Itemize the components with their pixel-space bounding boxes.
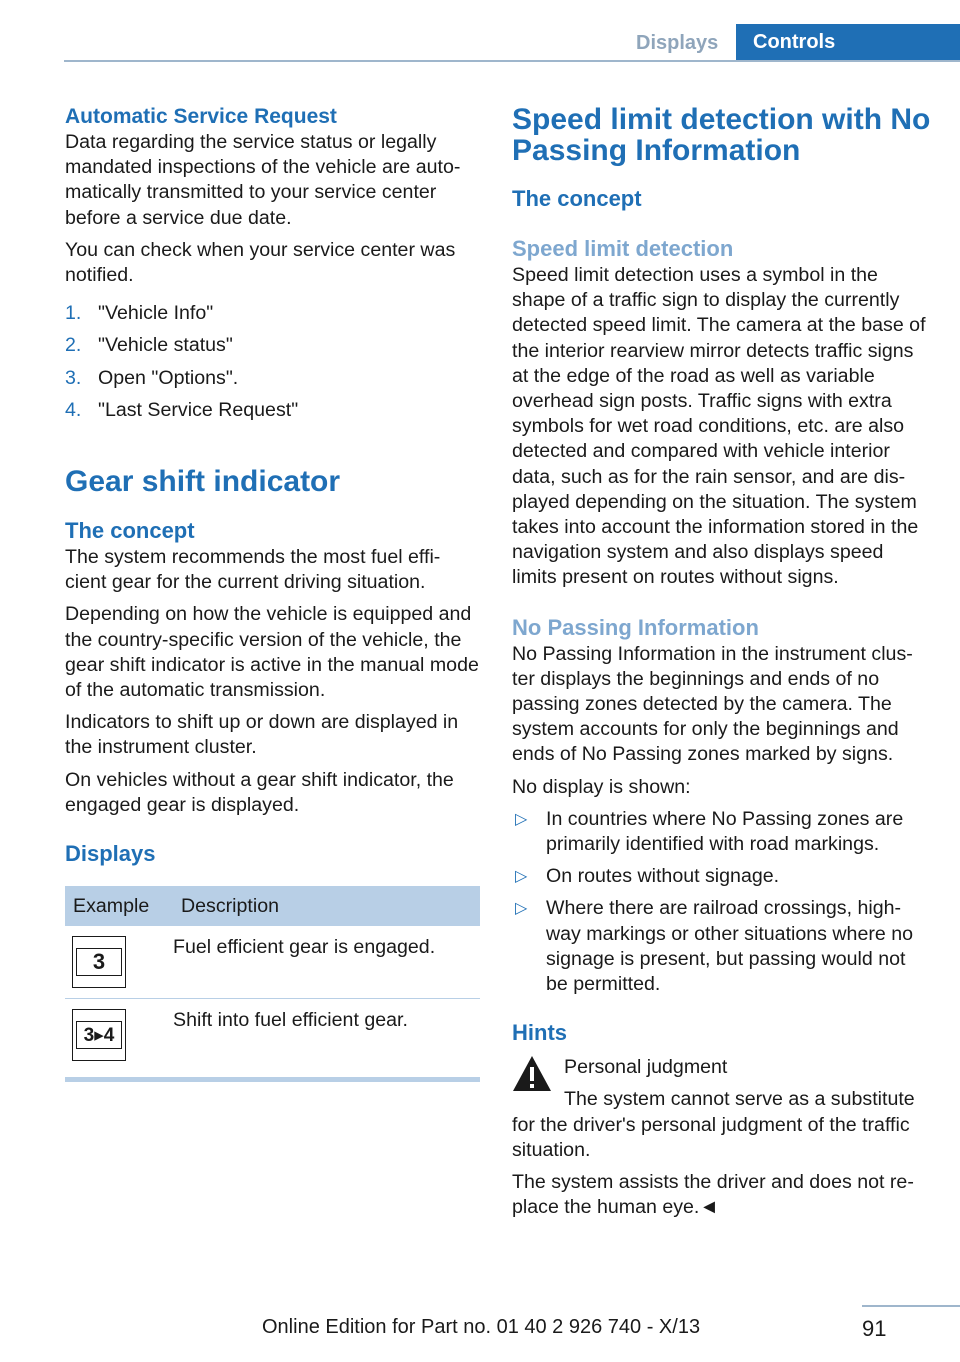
- triangle-bullet-icon: ▷: [515, 868, 528, 886]
- gsi-paragraph-1: The system recommends the most fuel effi-cient gear for the current driving situation.: [65, 546, 441, 594]
- sld-subheading: Speed limit detection: [512, 236, 734, 261]
- list-item: [512, 896, 932, 997]
- bullet-text: Where there are railroad crossings, high-way markings or other situations where no signage is present, but passing would not be permitted.: [546, 897, 914, 996]
- list-item: [65, 398, 480, 423]
- gsi-concept-heading: The concept: [65, 518, 195, 544]
- hints-heading: Hints: [512, 1020, 567, 1046]
- table-header-description: Description: [173, 886, 480, 926]
- no-display-list: [512, 807, 932, 997]
- list-item: [512, 864, 932, 889]
- bullet-text: On routes without signage.: [546, 865, 780, 888]
- table-bottom-bar: [65, 1077, 480, 1082]
- page-number: 91: [862, 1316, 887, 1341]
- warning-text: The system cannot serve as a substitute for the driver's personal judgment of the traffic situation.: [512, 1088, 915, 1161]
- header-section: Displays: [636, 32, 719, 54]
- step-number: 4.: [65, 398, 82, 421]
- table-header-example: Example: [65, 886, 173, 926]
- gear-3-icon: [72, 936, 126, 988]
- header-divider: [64, 60, 960, 62]
- step-number: 1.: [65, 302, 82, 325]
- warning-title: Personal judgment: [564, 1056, 728, 1079]
- list-item: [65, 301, 480, 326]
- gsi-paragraph-2: Depending on how the vehicle is equipped and the country-specific version of the vehicle, the gear shift indicator is active in the manual mode of the automatic transmission.: [65, 603, 479, 702]
- footer-edition: Online Edition for Part no. 01 40 2 926 740 - X/13: [262, 1316, 701, 1338]
- shift-up-label: 3▸4: [76, 1021, 122, 1049]
- triangle-bullet-icon: ▷: [515, 900, 528, 918]
- asr-paragraph-1: Data regarding the service status or legally mandated inspections of the vehicle are auto-matically transmitted to your service center before a service due date.: [65, 131, 461, 229]
- warning-block: [512, 1055, 932, 1163]
- list-item: [512, 807, 932, 857]
- sld-concept-heading: The concept: [512, 186, 642, 211]
- gear-3-label: 3: [76, 948, 122, 976]
- table-cell-description: Shift into fuel efficient gear.: [173, 1009, 408, 1032]
- step-text: "Last Service Request": [98, 398, 299, 421]
- list-item: [65, 366, 480, 391]
- gsi-paragraph-3: Indicators to shift up or down are displayed in the instrument cluster.: [65, 711, 459, 759]
- step-text: "Vehicle status": [98, 334, 233, 357]
- npi-subheading: No Passing Information: [512, 614, 759, 640]
- header-chapter-tab: Controls: [736, 24, 960, 62]
- no-display-text: No display is shown:: [512, 775, 691, 798]
- warning-icon: [512, 1055, 552, 1092]
- asr-heading: Automatic Service Request: [65, 105, 337, 128]
- final-paragraph: The system assists the driver and does not re-place the human eye.◄: [512, 1171, 914, 1219]
- step-number: 3.: [65, 366, 82, 389]
- asr-paragraph-2: You can check when your service center was notified.: [65, 238, 456, 287]
- shift-up-icon: [72, 1009, 126, 1061]
- table-cell-example: [65, 999, 173, 1072]
- triangle-bullet-icon: ▷: [515, 810, 528, 828]
- sld-paragraph: Speed limit detection uses a symbol in the shape of a traffic sign to display the currently detected speed limit. The camera at the base of the interior rearview mirror detects traffic signs at the edge of the road as well as variable overhead sign posts. Traffic signs with extra symbols for wet road conditions, etc. are also detected and compared with vehicle interior data, such as for the rain sensor, and are dis-played depending on the situation. The system takes into account the information stored in the navigation system and also displays speed limits present on routes without signs.: [512, 264, 926, 589]
- displays-heading: Displays: [65, 841, 156, 867]
- table-header-row: [65, 886, 480, 926]
- bullet-text: In countries where No Passing zones are primarily identified with road markings.: [546, 807, 904, 856]
- asr-steps-list: [65, 301, 480, 423]
- gsi-heading: Gear shift indicator: [65, 465, 341, 499]
- table-row: [65, 999, 480, 1072]
- table-cell-description: Fuel efficient gear is engaged.: [173, 936, 436, 959]
- table-row: [65, 926, 480, 999]
- footer-divider: [862, 1305, 960, 1307]
- gsi-paragraph-4: On vehicles without a gear shift indicator, the engaged gear is displayed.: [65, 768, 454, 816]
- npi-paragraph: No Passing Information in the instrument clus-ter displays the beginnings and ends of no passing zones detected by the camera. The system accounts for only the beginnings and ends of No Passing zones marked by signs.: [512, 642, 913, 766]
- step-text: "Vehicle Info": [98, 302, 214, 325]
- displays-table: [65, 886, 480, 1071]
- table-cell-example: [65, 926, 173, 999]
- step-text: Open "Options".: [98, 366, 239, 389]
- step-number: 2.: [65, 334, 82, 357]
- sld-main-heading: Speed limit detection with No Passing Information: [512, 103, 931, 167]
- list-item: [65, 333, 480, 358]
